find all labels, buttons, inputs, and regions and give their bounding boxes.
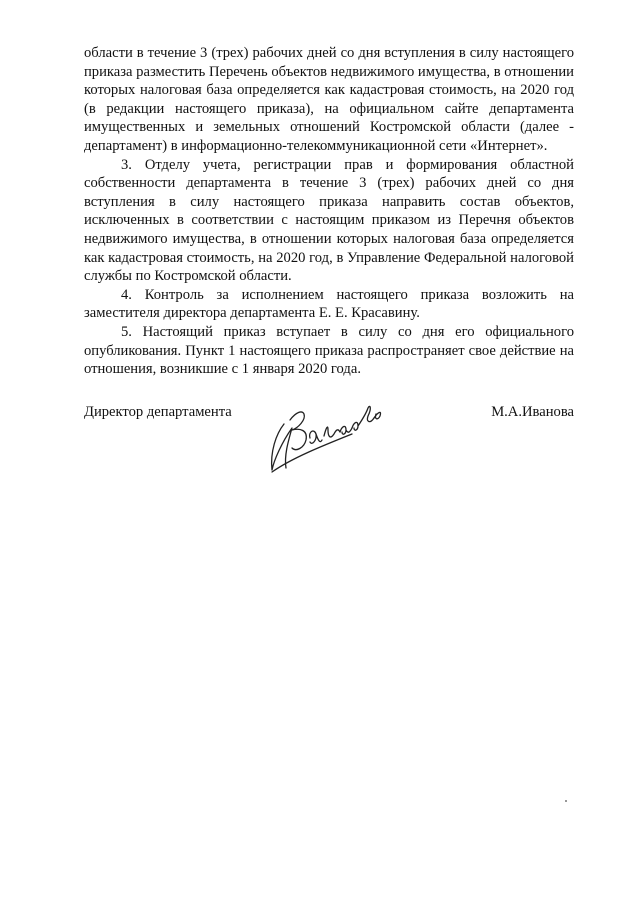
paragraph-item-3: 3. Отделу учета, регистрации прав и формирования областной собственности департамента в течение 3 (трех) рабочих дней со дня вступления в силу настоящего приказа направить состав объектов, исключенных в соответствии с настоящим приказом из Перечня объектов недвижимого имущества, в отношении которых налоговая база определяется как кадастровая стоимость, на 2020 год, в Управление Федеральной налоговой службы по Костромской области.	[84, 156, 574, 285]
paragraph-item-5: 5. Настоящий приказ вступает в силу со дня его официального опубликования. Пункт 1 настоящего приказа распространяет свое действие на отношения, возникшие с 1 января 2020 года.	[84, 323, 574, 378]
document-body	[84, 44, 574, 379]
signatory-name: М.А.Иванова	[491, 404, 574, 420]
paragraph-continuation: области в течение 3 (трех) рабочих дней со дня вступления в силу настоящего приказа разместить Перечень объектов недвижимого имущества, в отношении которых налоговая база определяется как кадастровая стоимость, на 2020 год (в редакции настоящего приказа), на официальном сайте департамента имущественных и земельных отношений Костромской области (далее - департамент) в информационно-телекоммуникационной сети «Интернет».	[84, 45, 574, 154]
paragraph-item-4: 4. Контроль за исполнением настоящего приказа возложить на заместителя директора департамента Е. Е. Красавину.	[84, 286, 574, 322]
scan-speck	[565, 800, 567, 802]
handwritten-signature-icon	[262, 390, 402, 480]
signatory-title: Директор департамента	[84, 404, 232, 420]
